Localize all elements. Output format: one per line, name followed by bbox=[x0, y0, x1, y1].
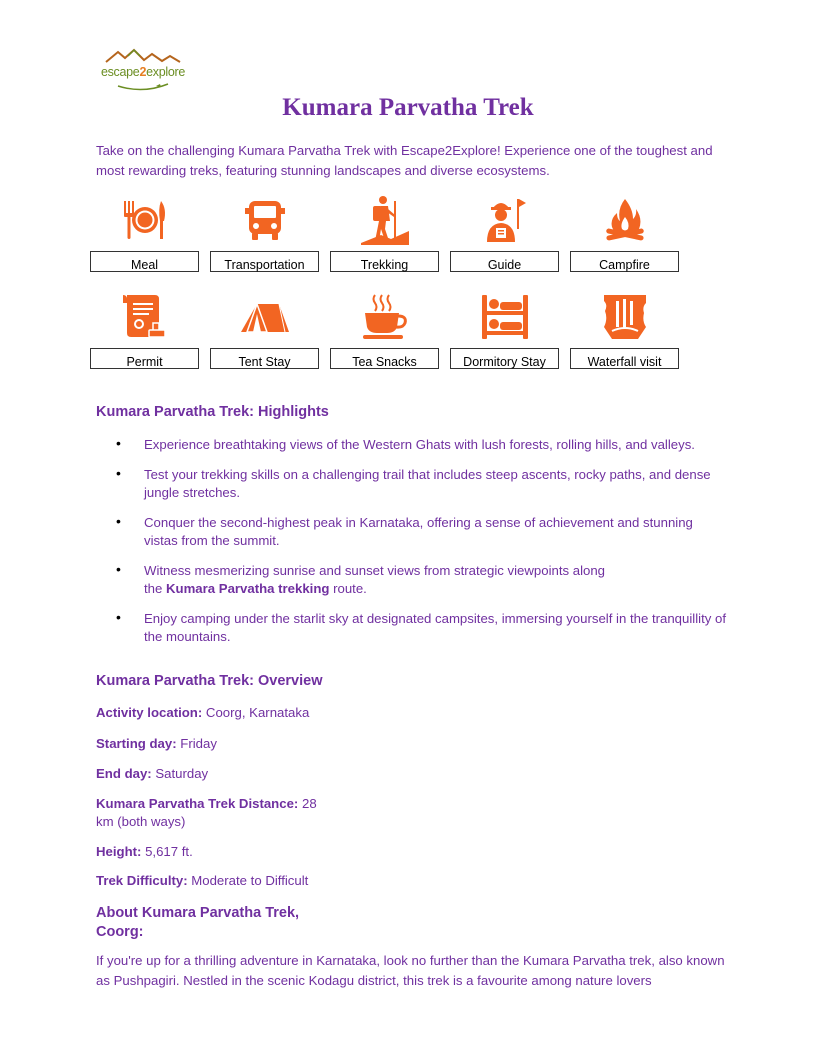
amenity-label: Permit bbox=[90, 348, 199, 369]
list-item: • Witness mesmerizing sunrise and sunset views from strategic viewpoints along the Kumara Parvatha trekking route. bbox=[96, 562, 726, 598]
amenity-meal bbox=[89, 195, 200, 272]
amenity-campfire bbox=[569, 195, 680, 272]
amenities-row bbox=[89, 195, 689, 272]
tea-cup-icon bbox=[361, 293, 409, 341]
overview-start-day: Starting day: Friday bbox=[96, 736, 217, 751]
campfire-icon bbox=[603, 197, 647, 243]
amenity-label: Guide bbox=[450, 251, 559, 272]
amenity-permit bbox=[89, 292, 200, 369]
trekking-route-link[interactable]: Kumara Parvatha trekking bbox=[166, 581, 330, 596]
guide-icon bbox=[483, 196, 527, 244]
amenity-trekking bbox=[329, 195, 440, 272]
amenity-label: Trekking bbox=[330, 251, 439, 272]
amenities-row bbox=[89, 292, 689, 369]
page-title: Kumara Parvatha Trek bbox=[282, 94, 534, 121]
overview-height: Height: 5,617 ft. bbox=[96, 844, 193, 859]
amenity-dormitory-stay bbox=[449, 292, 560, 369]
overview-distance: Kumara Parvatha Trek Distance: 28 km (both ways) bbox=[96, 796, 317, 829]
amenity-waterfall-visit bbox=[569, 292, 680, 369]
tent-icon bbox=[239, 300, 291, 334]
list-item: • Experience breathtaking views of the Western Ghats with lush forests, rolling hills, and valleys. bbox=[96, 436, 726, 454]
amenity-label: Meal bbox=[90, 251, 199, 272]
about-heading: About Kumara Parvatha Trek, Coorg: bbox=[96, 905, 300, 940]
brand-logo[interactable] bbox=[98, 48, 188, 96]
overview-heading: Kumara Parvatha Trek: Overview bbox=[96, 673, 323, 689]
permit-icon bbox=[121, 293, 169, 341]
hiker-icon bbox=[361, 195, 409, 245]
overview-difficulty: Trek Difficulty: Moderate to Difficult bbox=[96, 873, 309, 888]
overview-location: Activity location: Coorg, Karnataka bbox=[96, 705, 310, 720]
bus-icon bbox=[245, 198, 285, 242]
amenity-label: Transportation bbox=[210, 251, 319, 272]
amenity-label: Tea Snacks bbox=[330, 348, 439, 369]
amenity-guide bbox=[449, 195, 560, 272]
amenity-tea-snacks bbox=[329, 292, 440, 369]
amenity-label: Campfire bbox=[570, 251, 679, 272]
amenity-label: Tent Stay bbox=[210, 348, 319, 369]
highlights-list bbox=[96, 436, 726, 658]
highlights-heading: Kumara Parvatha Trek: Highlights bbox=[96, 404, 329, 420]
bunk-bed-icon bbox=[480, 293, 530, 341]
about-paragraph: If you're up for a thrilling adventure in Karnataka, look no further than the Kumara Parvatha trek, also known as Pushpagiri. Nestled in the scenic Kodagu district, this trek is a favourite among nature lovers bbox=[96, 953, 725, 988]
list-item: • Enjoy camping under the starlit sky at designated campsites, immersing yourself in the tranquillity of the mountains. bbox=[96, 610, 726, 646]
logo-wordmark: escape2explore bbox=[100, 65, 186, 79]
amenity-tent-stay bbox=[209, 292, 320, 369]
list-item: • Conquer the second-highest peak in Karnataka, offering a sense of achievement and stunning vistas from the summit. bbox=[96, 514, 726, 550]
amenity-transportation bbox=[209, 195, 320, 272]
intro-paragraph: Take on the challenging Kumara Parvatha Trek with Escape2Explore! Experience one of the toughest and most rewarding treks, featuring stunning landscapes and diverse ecosystems. bbox=[96, 143, 713, 178]
amenities-grid bbox=[89, 195, 689, 389]
list-item: • Test your trekking skills on a challenging trail that includes steep ascents, rocky paths, and dense jungle stretches. bbox=[96, 466, 726, 502]
overview-end-day: End day: Saturday bbox=[96, 766, 209, 781]
meal-icon bbox=[120, 199, 170, 241]
amenity-label: Dormitory Stay bbox=[450, 348, 559, 369]
amenity-label: Waterfall visit bbox=[570, 348, 679, 369]
waterfall-icon bbox=[602, 293, 648, 341]
